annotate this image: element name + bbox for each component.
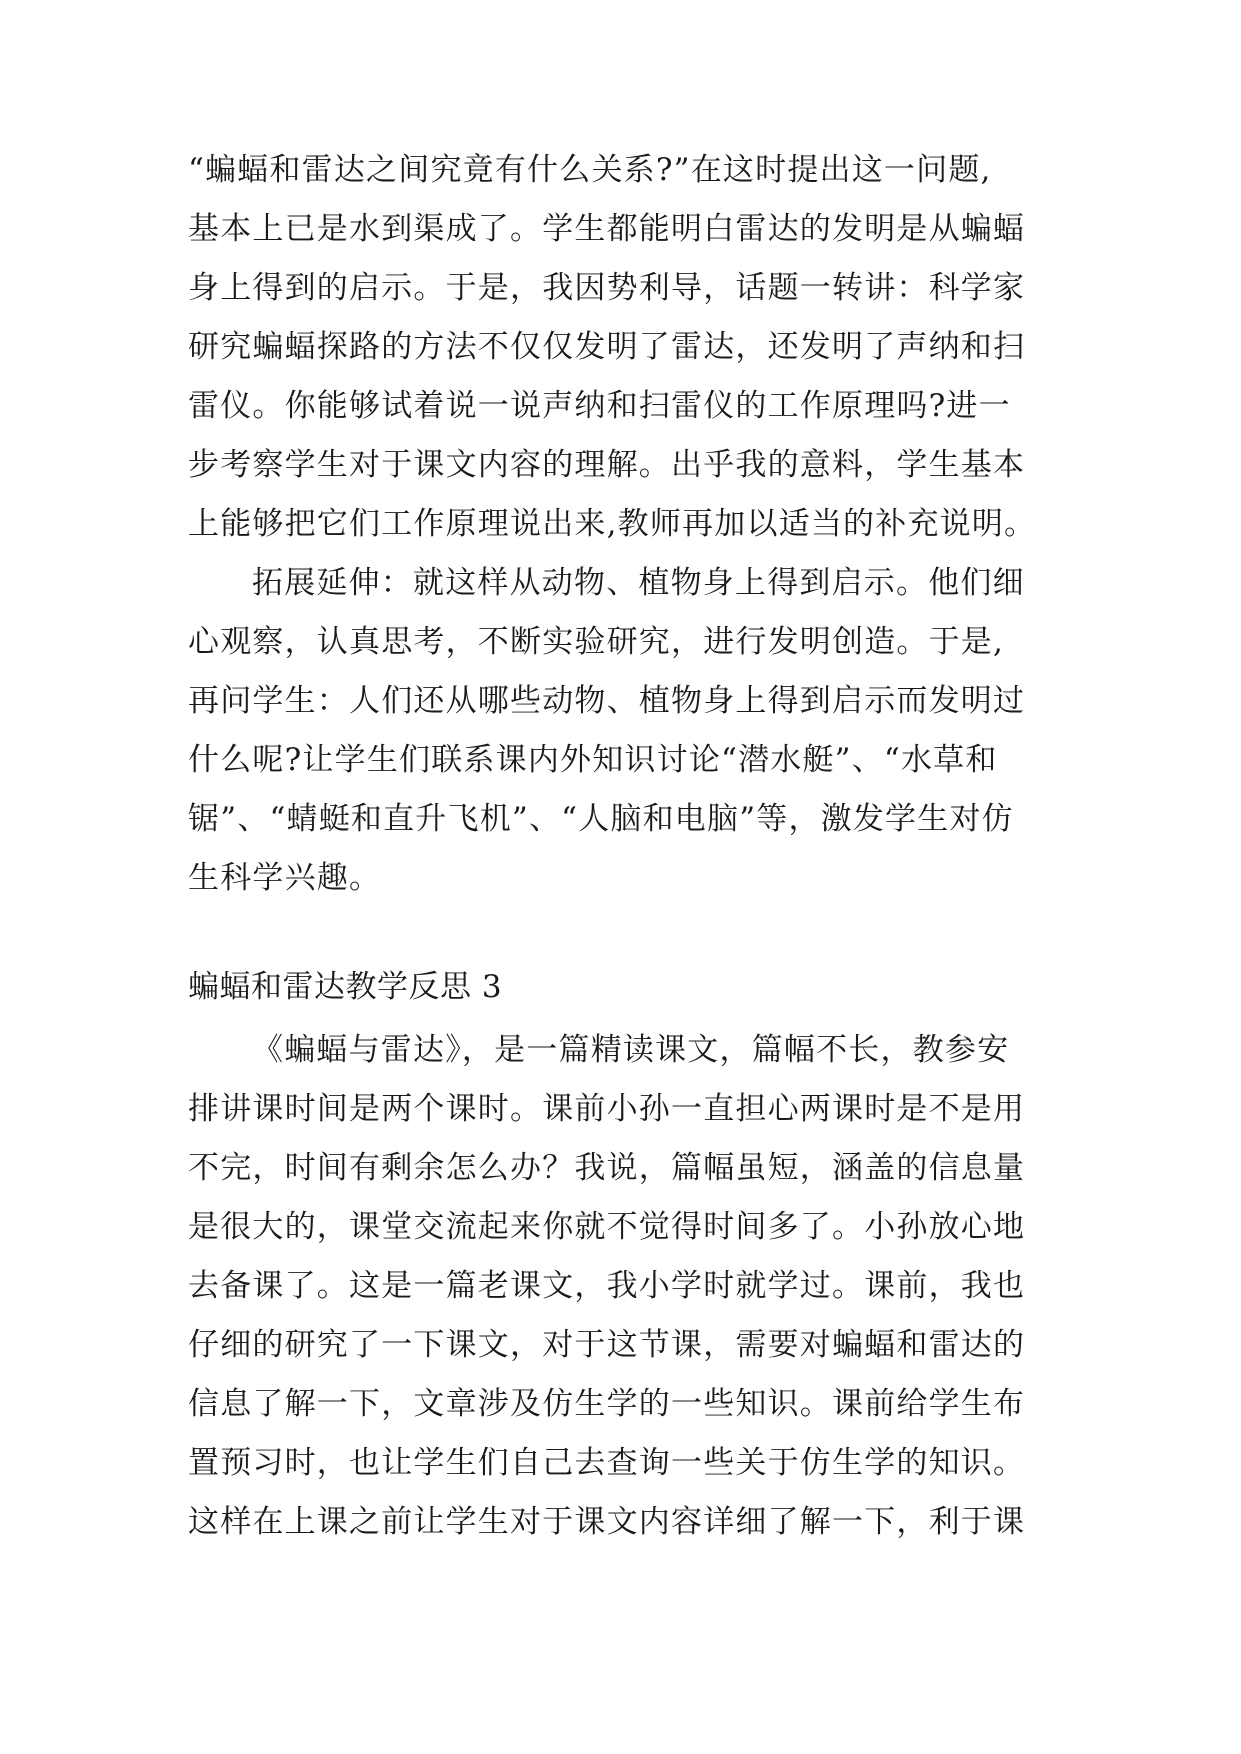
paragraph-3-line-8: 置预习时，也让学生们自己去查询一些关于仿生学的知识。 <box>188 1445 1026 1481</box>
paragraph-3-line-4: 是很大的，课堂交流起来你就不觉得时间多了。小孙放心地 <box>188 1209 1026 1245</box>
paragraph-1-line-7: 上能够把它们工作原理说出来,教师再加以适当的补充说明。 <box>188 506 1037 542</box>
paragraph-2-line-1: 拓展延伸：就这样从动物、植物身上得到启示。他们细 <box>252 565 1025 601</box>
paragraph-3-line-5: 去备课了。这是一篇老课文，我小学时就学过。课前，我也 <box>188 1268 1026 1304</box>
paragraph-3-line-6: 仔细的研究了一下课文，对于这节课，需要对蝙蝠和雷达的 <box>188 1327 1026 1363</box>
paragraph-2-line-3: 再问学生：人们还从哪些动物、植物身上得到启示而发明过 <box>188 683 1026 719</box>
paragraph-3-line-2: 排讲课时间是两个课时。课前小孙一直担心两课时是不是用 <box>188 1091 1026 1127</box>
paragraph-1-line-6: 步考察学生对于课文内容的理解。出乎我的意料，学生基本 <box>188 447 1026 483</box>
paragraph-2-line-5: 锯”、“蜻蜓和直升飞机”、“人脑和电脑”等，激发学生对仿 <box>188 801 1014 837</box>
paragraph-2-line-2: 心观察，认真思考，不断实验研究，进行发明创造。于是, <box>188 624 1005 660</box>
paragraph-1-line-4: 研究蝙蝠探路的方法不仅仅发明了雷达，还发明了声纳和扫 <box>188 329 1026 365</box>
paragraph-3-line-7: 信息了解一下，文章涉及仿生学的一些知识。课前给学生布 <box>188 1386 1026 1422</box>
paragraph-2-line-4: 什么呢?让学生们联系课内外知识讨论“潜水艇”、“水草和 <box>188 742 998 778</box>
paragraph-3-line-3: 不完，时间有剩余怎么办？我说，篇幅虽短，涵盖的信息量 <box>188 1150 1026 1186</box>
paragraph-1-line-5: 雷仪。你能够试着说一说声纳和扫雷仪的工作原理吗?进一 <box>188 388 1011 424</box>
paragraph-1-line-1: “蝙蝠和雷达之间究竟有什么关系?”在这时提出这一问题, <box>188 152 992 188</box>
paragraph-1-line-2: 基本上已是水到渠成了。学生都能明白雷达的发明是从蝙蝠 <box>188 211 1026 247</box>
paragraph-3-line-1: 《蝙蝠与雷达》，是一篇精读课文，篇幅不长，教参安 <box>252 1032 1010 1068</box>
section-heading: 蝙蝠和雷达教学反思 3 <box>188 969 503 1005</box>
paragraph-3-line-9: 这样在上课之前让学生对于课文内容详细了解一下，利于课 <box>188 1504 1026 1540</box>
paragraph-1-line-3: 身上得到的启示。于是，我因势利导，话题一转讲：科学家 <box>188 270 1026 306</box>
paragraph-2-line-6: 生科学兴趣。 <box>188 860 382 896</box>
